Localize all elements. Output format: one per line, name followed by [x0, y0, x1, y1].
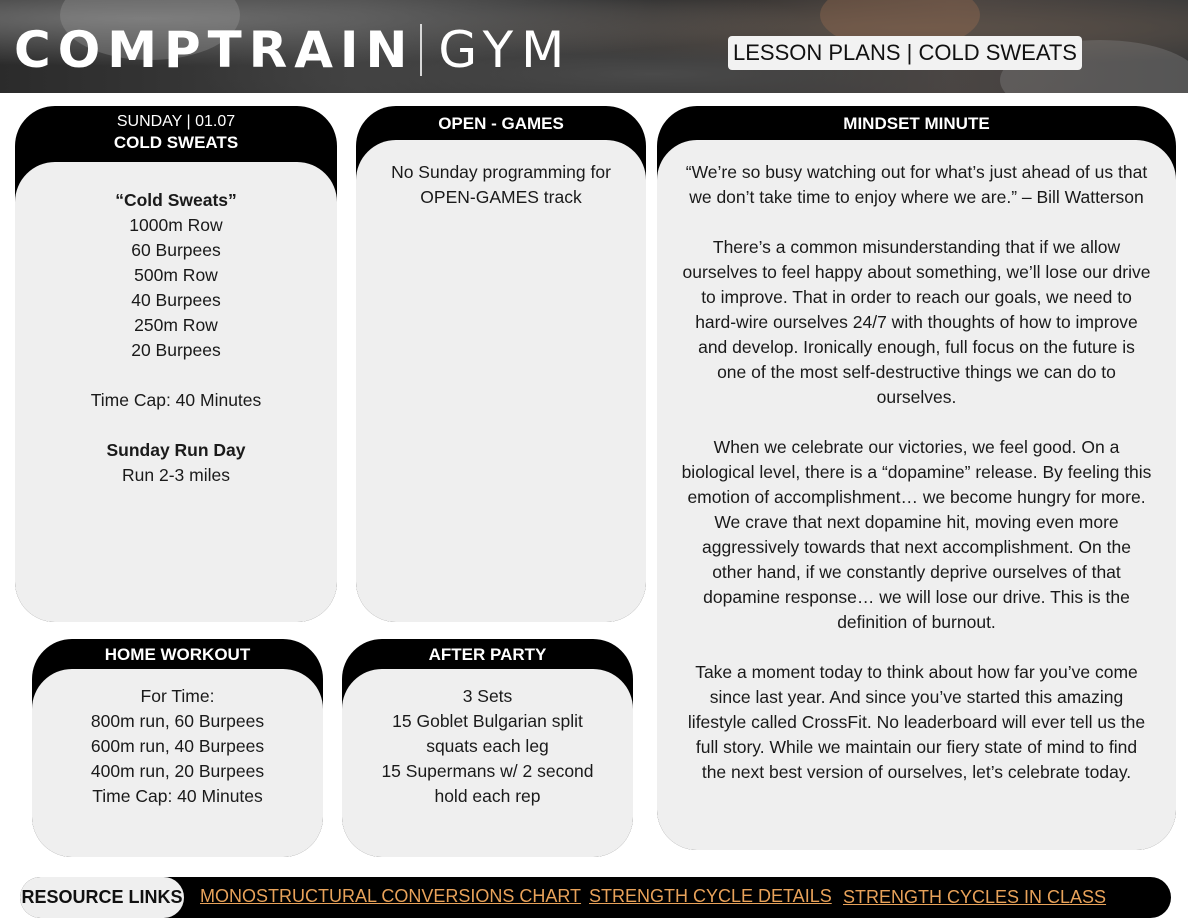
mindset-minute-card: [657, 106, 1176, 850]
link-strength-cycle-details[interactable]: STRENGTH CYCLE DETAILS: [589, 886, 832, 906]
text-line: When we celebrate our victories, we feel good. On a: [713, 437, 1120, 457]
link-strength-cycles-in-class[interactable]: STRENGTH CYCLES IN CLASS: [843, 887, 1107, 907]
text-line: [657, 410, 1176, 435]
card-body: [342, 669, 633, 857]
card-header: [32, 645, 323, 665]
card-title: MINDSET MINUTE: [843, 114, 990, 133]
text-line: to improve. That in order to reach our goals, we need to: [701, 287, 1132, 307]
card-header: [356, 114, 646, 134]
text-line: other hand, if we constantly deprive ourselves of that: [712, 562, 1121, 582]
text-line: 60 Burpees: [131, 240, 221, 260]
lesson-plan-tag: LESSON PLANS | COLD SWEATS: [728, 36, 1082, 70]
home-workout-card: [32, 639, 323, 857]
text-line: 40 Burpees: [131, 290, 221, 310]
text-line: No Sunday programming for: [391, 162, 611, 182]
resource-links-label: RESOURCE LINKS: [20, 877, 184, 918]
text-line: 15 Supermans w/ 2 second: [381, 761, 594, 781]
text-line: “Cold Sweats”: [115, 190, 237, 210]
text-line: [15, 363, 337, 388]
text-line: we don’t take time to enjoy where we are.” – Bill Watterson: [689, 187, 1144, 207]
text-line: hard-wire ourselves 24/7 with thoughts of how to improve: [695, 312, 1138, 332]
daily-workout-card: [15, 106, 337, 622]
text-line: 15 Goblet Bulgarian split: [392, 711, 583, 731]
text-line: one of the most self-destructive things we can do to: [717, 362, 1116, 382]
text-line: 600m run, 40 Burpees: [90, 736, 265, 756]
brand-suffix: GYM: [438, 21, 573, 79]
text-line: lifestyle called CrossFit. No leaderboard will ever tell us the: [687, 712, 1146, 732]
text-line: OPEN-GAMES track: [420, 187, 582, 207]
open-games-card: [356, 106, 646, 622]
text-line: hold each rep: [434, 786, 541, 806]
text-line: For Time:: [140, 686, 215, 706]
text-line: ourselves to feel happy about something, we’ll lose our drive: [682, 262, 1151, 282]
resource-links-bar: [20, 877, 1171, 918]
text-line: aggressively towards that next accomplishment. On the: [702, 537, 1131, 557]
workout-title: COLD SWEATS: [113, 133, 239, 152]
text-line: 250m Row: [134, 315, 218, 335]
brand-divider: [420, 24, 422, 76]
text-line: [657, 635, 1176, 660]
text-line: 3 Sets: [462, 686, 513, 706]
card-title: OPEN - GAMES: [438, 114, 564, 133]
header-banner: [0, 0, 1188, 93]
brand-logo: [14, 22, 572, 78]
text-line: emotion of accomplishment… we become hungry for more.: [687, 487, 1146, 507]
text-line: 20 Burpees: [131, 340, 221, 360]
card-body: [15, 162, 337, 622]
card-title: HOME WORKOUT: [104, 645, 251, 664]
text-line: [15, 413, 337, 438]
after-party-card: [342, 639, 633, 857]
text-line: We crave that next dopamine hit, moving even more: [714, 512, 1119, 532]
card-title: AFTER PARTY: [428, 645, 547, 664]
text-line: Time Cap: 40 Minutes: [92, 786, 263, 806]
text-line: biological level, there is a “dopamine” release. By feeling this: [681, 462, 1152, 482]
text-line: Sunday Run Day: [106, 440, 246, 460]
text-line: since last year. And since you’ve started this amazing: [709, 687, 1124, 707]
workout-date: SUNDAY | 01.07: [116, 113, 236, 130]
link-monostructural-conversions[interactable]: MONOSTRUCTURAL CONVERSIONS CHART: [200, 886, 582, 906]
text-line: Take a moment today to think about how far you’ve come: [695, 662, 1138, 682]
card-body: [356, 140, 646, 622]
text-line: 400m run, 20 Burpees: [90, 761, 265, 781]
text-line: There’s a common misunderstanding that if we allow: [712, 237, 1121, 257]
text-line: dopamine response… we will lose our drive. This is the: [703, 587, 1130, 607]
brand-name: COMPTRAIN: [14, 21, 415, 79]
text-line: definition of burnout.: [837, 612, 996, 632]
text-line: Run 2-3 miles: [122, 465, 230, 485]
card-header: [342, 645, 633, 665]
text-line: “We’re so busy watching out for what’s just ahead of us that: [685, 162, 1148, 182]
text-line: [657, 210, 1176, 235]
text-line: squats each leg: [426, 736, 549, 756]
text-line: ourselves.: [876, 387, 957, 407]
card-body: [657, 140, 1176, 850]
text-line: 1000m Row: [129, 215, 223, 235]
card-header: [657, 114, 1176, 134]
text-line: and develop. Ironically enough, full focus on the future is: [698, 337, 1135, 357]
text-line: Time Cap: 40 Minutes: [90, 390, 262, 410]
card-body: [32, 669, 323, 857]
text-line: full story. While we maintain our fiery state of mind to find: [695, 737, 1138, 757]
text-line: 500m Row: [134, 265, 218, 285]
text-line: the next best version of ourselves, let’s celebrate today.: [701, 762, 1132, 782]
card-header: [15, 112, 337, 154]
text-line: 800m run, 60 Burpees: [90, 711, 265, 731]
